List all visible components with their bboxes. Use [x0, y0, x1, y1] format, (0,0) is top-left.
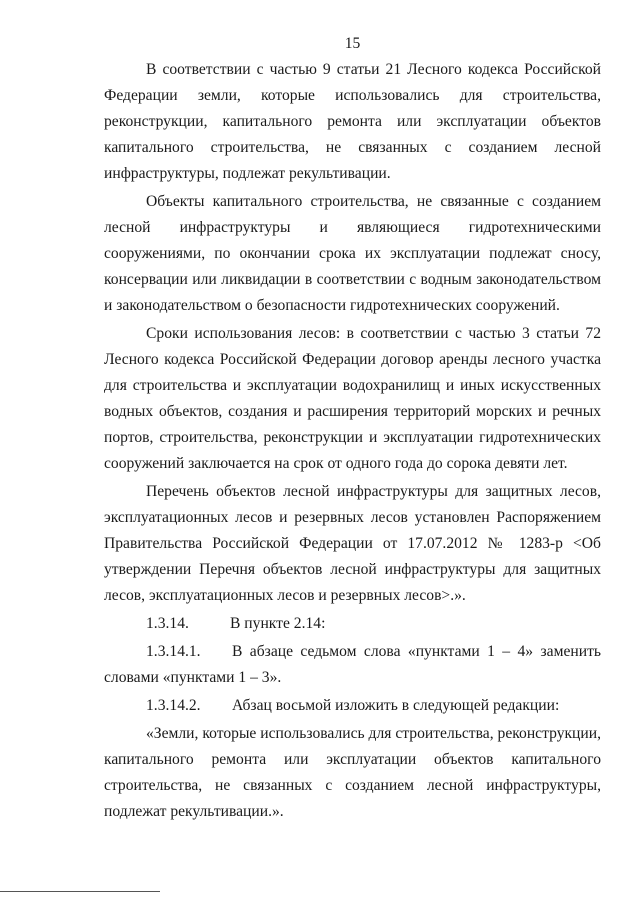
- clause-text: В абзаце седьмом слова «пунктами 1 – 4» заменить словами «пунктами 1 – 3».: [104, 643, 601, 686]
- clause-1-3-14-1: [104, 639, 601, 691]
- paragraph-hydrotechnical-objects: Объекты капитального строительства, не связанные с созданием лесной инфраструктуры и являющиеся гидротехническими сооружениями, по окончании срока их эксплуатации подлежат сносу, консервации или ликвидации в соответствии с водным законодательством и законодательством о безопасности гидротехнических сооружений.: [104, 193, 601, 314]
- clause-1-3-14: [104, 611, 601, 637]
- paragraph-forest-use-terms: Сроки использования лесов: в соответствии с частью 3 статьи 72 Лесного кодекса Российской Федерации договор аренды лесного участка для строительства и эксплуатации водохранилищ и иных искусственных водных объектов, создания и расширения территорий морских и речных портов, строительства, реконструкции и эксплуатации гидротехнических сооружений заключается на срок от одного года до сорока девяти лет.: [104, 325, 601, 472]
- document-page: [104, 34, 601, 825]
- paragraph-new-wording: «Земли, которые использовались для строительства, реконструкции, капитального ремонта или эксплуатации объектов капитального строительства, не связанных с созданием лесной инфраструктуры, подлежат рекультивации.».: [104, 725, 601, 820]
- clause-text: В пункте 2.14:: [230, 615, 326, 632]
- clause-number: 1.3.14.: [146, 615, 189, 632]
- paragraph-recultivation: В соответствии с частью 9 статьи 21 Лесного кодекса Российской Федерации земли, которые использовались для строительства, реконструкции, капитального ремонта или эксплуатации объектов капитального строительства, не связанных с созданием лесной инфраструктуры, подлежат рекультивации.: [104, 61, 601, 182]
- page-number: 15: [344, 35, 361, 52]
- paragraph-infrastructure-list: Перечень объектов лесной инфраструктуры для защитных лесов, эксплуатационных лесов и резервных лесов установлен Распоряжением Правительства Российской Федерации от 17.07.2012 № 1283-р <Об утверждении Перечня объектов лесной инфраструктуры для защитных лесов, эксплуатационных лесов и резервных лесов>.».: [104, 483, 601, 604]
- footnote-divider: [0, 891, 160, 892]
- clause-number: 1.3.14.1.: [146, 643, 201, 660]
- clause-text: Абзац восьмой изложить в следующей редакции:: [232, 697, 560, 714]
- clause-number: 1.3.14.2.: [146, 697, 201, 714]
- clause-1-3-14-2: [104, 693, 601, 719]
